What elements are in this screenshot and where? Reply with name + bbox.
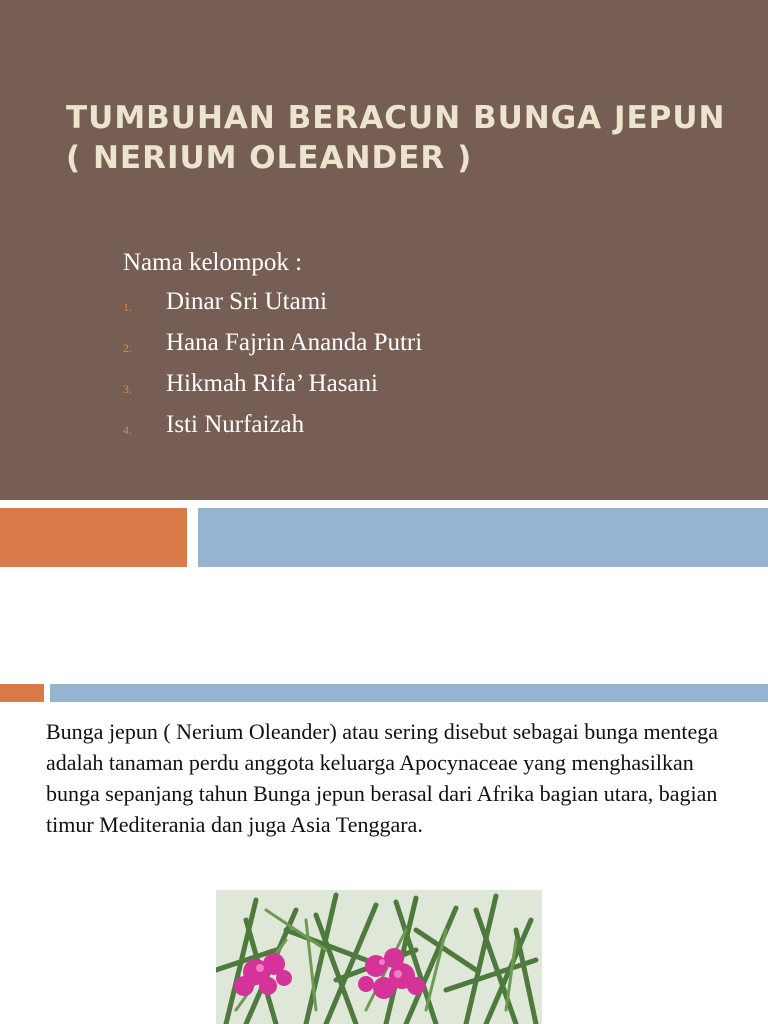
accent-bar-blue	[198, 508, 768, 567]
oleander-flower-photo	[216, 890, 542, 1024]
group-label: Nama kelompok :	[123, 249, 303, 276]
member-number: 2.	[123, 341, 132, 355]
member-name: Isti Nurfaizah	[166, 411, 305, 438]
member-number: 1.	[123, 300, 132, 314]
description-paragraph: Bunga jepun ( Nerium Oleander) atau sering disebut sebagai bunga mentega adalah tanaman perdu anggota keluarga Apocynaceae yang menghasilkan bunga sepanjang tahun Bunga jepun berasal dari Afrika bagian utara, bagian timur Mediterania dan juga Asia Tenggara.	[46, 719, 718, 837]
member-name: Hana Fajrin Ananda Putri	[166, 329, 423, 356]
header-bar-blue	[50, 684, 768, 702]
slide-1-background	[0, 0, 768, 500]
slide-title: TUMBUHAN BERACUN BUNGA JEPUN ( NERIUM OLEANDER )	[66, 100, 726, 176]
member-name: Dinar Sri Utami	[166, 288, 328, 315]
accent-bar-orange	[0, 508, 187, 567]
member-number: 3.	[123, 382, 132, 396]
member-number: 4.	[123, 423, 132, 437]
header-bar-orange	[0, 684, 44, 702]
member-name: Hikmah Rifa’ Hasani	[166, 370, 378, 397]
